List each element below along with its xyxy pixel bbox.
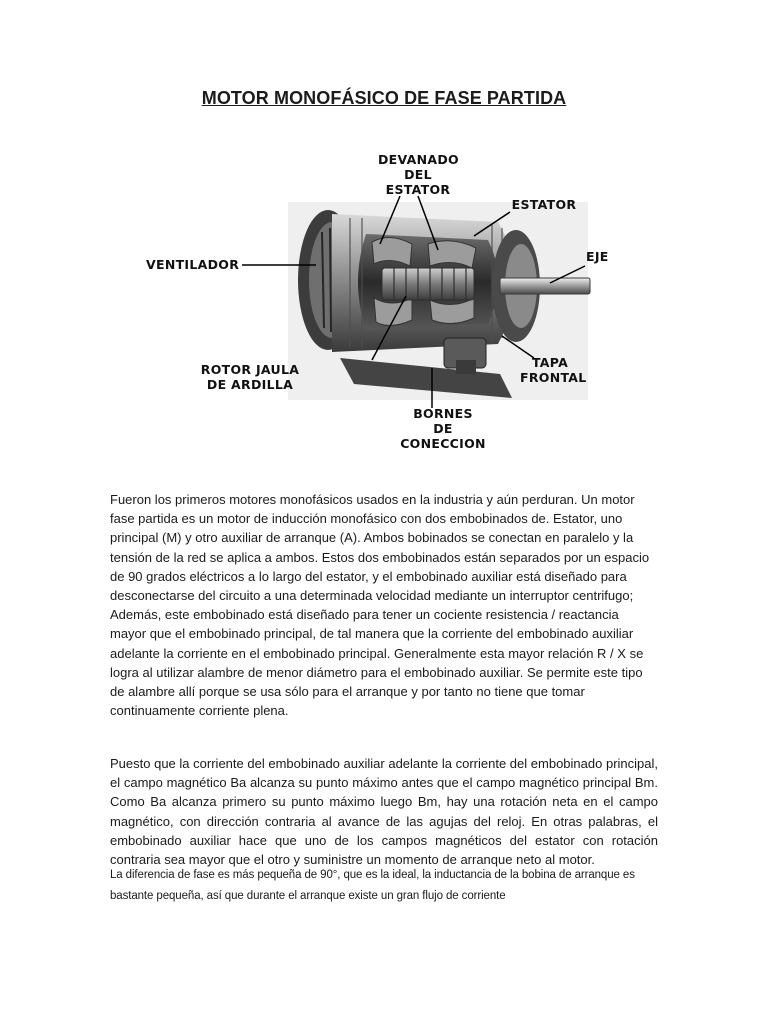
label-tapa-frontal: TAPA FRONTAL <box>520 355 587 385</box>
label-estator: ESTATOR <box>511 197 577 212</box>
label-rotor-jaula-de-ardilla: ROTOR JAULA DE ARDILLA <box>200 362 300 392</box>
label-ventilador: VENTILADOR <box>146 257 240 272</box>
label-devanado-del-estator: DEVANADO DEL ESTATOR <box>378 152 459 197</box>
body-paragraph-3: La diferencia de fase es más pequeña de 90°, que es la ideal, la inductancia de la bobina de arranque es bastante pequeña, así que durante el arranque existe un gran flujo de corriente <box>110 869 635 902</box>
motor-diagram <box>140 148 620 458</box>
label-bornes-de-coneccion: BORNES DE CONECCION <box>400 406 486 451</box>
page-title: MOTOR MONOFÁSICO DE FASE PARTIDA <box>201 88 567 108</box>
label-eje: EJE <box>586 249 609 264</box>
body-paragraph-1: Fueron los primeros motores monofásicos usados en la industria y aún perduran. Un motor fase partida es un motor de inducción monofásico con dos embobinados de. Estator, uno principal (M) y otro auxiliar de arranque (A). Ambos bobinados se conectan en paralelo y la tensión de la red se aplica a ambos. Estos dos embobinados están separados por un espacio de 90 grados eléctricos a lo largo del estator, y el embobinado auxiliar está diseñado para desconectarse del circuito a una determinada velocidad mediante un interruptor centrifugo; Además, este embobinado está diseñado para tener un cociente resistencia / reactancia mayor que el embobinado principal, de tal manera que la corriente del embobinado auxiliar adelante la corriente en el embobinado principal. Generalmente esta mayor relación R / X se logra al utilizar alambre de menor diámetro para el embobinado auxiliar. Se permite este tipo de alambre allí porque se usa sólo para el arranque y por tanto no tiene que tomar continuamente corriente plena. <box>110 492 650 719</box>
body-paragraph-2: Puesto que la corriente del embobinado auxiliar adelante la corriente del embobinado principal, el campo magnético Ba alcanza su punto máximo antes que el campo magnético principal Bm. Como Ba alcanza primero su punto máximo luego Bm, hay una rotación neta en el campo magnético, con dirección contraria al avance de las agujas del reloj. En otras palabras, el embobinado auxiliar hace que uno de los campos magnéticos del estator con rotación contraria sea mayor que el otro y suministre un momento de arranque neto al motor. <box>110 756 658 868</box>
